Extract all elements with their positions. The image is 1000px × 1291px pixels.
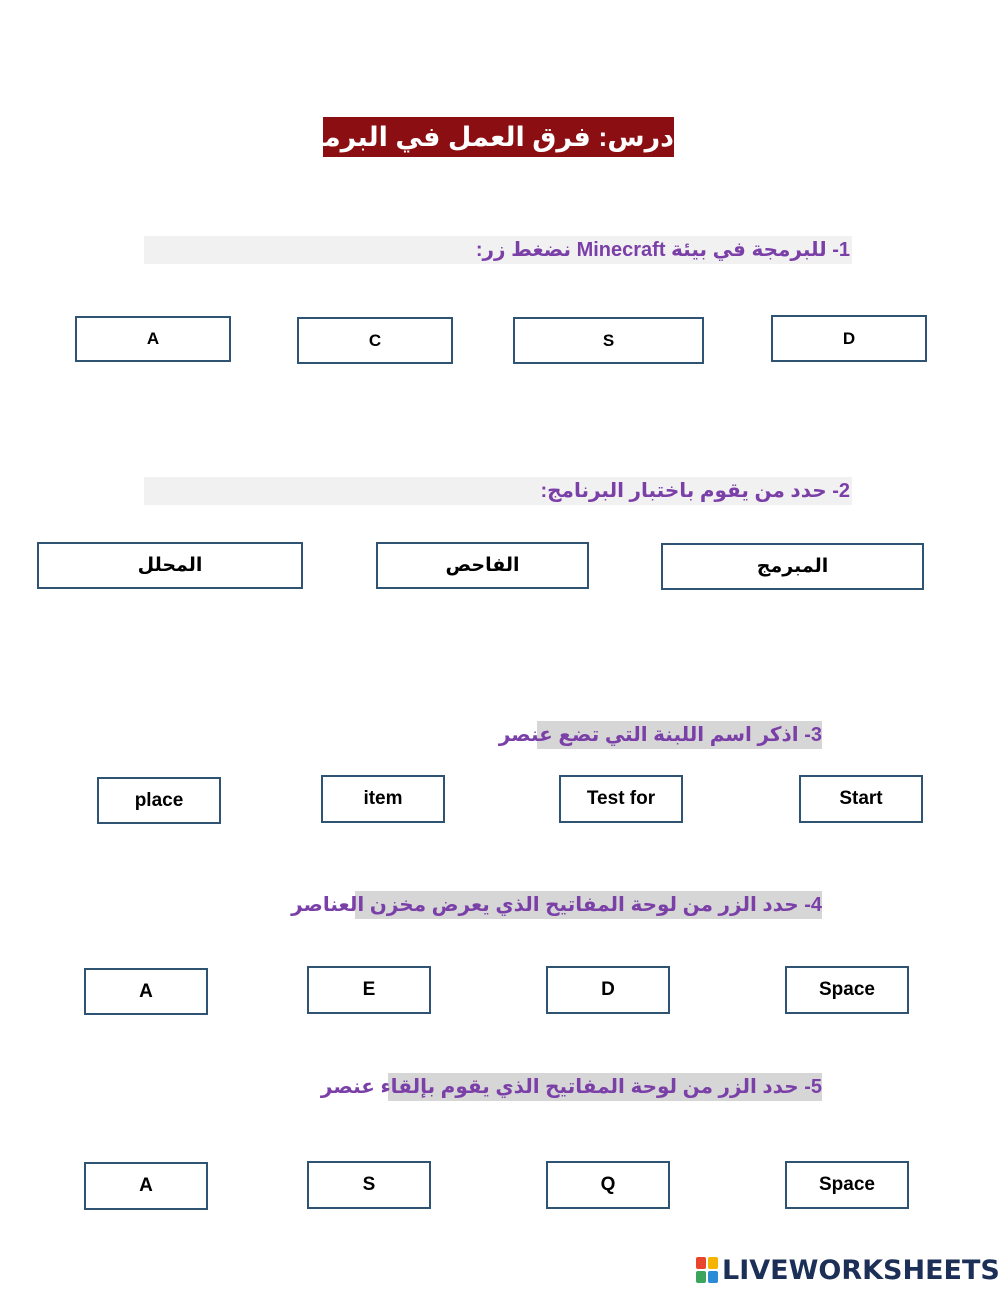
liveworksheets-logo (696, 1255, 1000, 1285)
question-5-prompt: 5- حدد الزر من لوحة المفاتيح الذي يقوم بإلقاء عنصر (320, 1076, 822, 1098)
worksheet-title: درس: فرق العمل في البرمة (3) (323, 117, 674, 157)
q5-option-s[interactable]: S (307, 1161, 431, 1209)
q3-option-test-for[interactable]: Test for (559, 775, 683, 823)
q5-option-a[interactable]: A (84, 1162, 208, 1210)
q5-option-q[interactable]: Q (546, 1161, 670, 1209)
q3-option-place[interactable]: place (97, 777, 221, 824)
q1-option-a[interactable]: A (75, 316, 231, 362)
q3-option-start[interactable]: Start (799, 775, 923, 823)
question-2-prompt: 2- حدد من يقوم باختبار البرنامج: (540, 480, 850, 502)
q5-option-space[interactable]: Space (785, 1161, 909, 1209)
q4-option-a[interactable]: A (84, 968, 208, 1015)
question-1-prompt: 1- للبرمجة في بيئة Minecraft نضغط زر: (475, 239, 850, 261)
q1-option-c[interactable]: C (297, 317, 453, 364)
q4-option-e[interactable]: E (307, 966, 431, 1014)
q1-option-d[interactable]: D (771, 315, 927, 362)
question-4-prompt: 4- حدد الزر من لوحة المفاتيح الذي يعرض مخزن العناصر (291, 894, 822, 916)
q3-option-item[interactable]: item (321, 775, 445, 823)
liveworksheets-logo-text: LIVEWORKSHEETS (722, 1254, 1000, 1286)
q1-option-s[interactable]: S (513, 317, 704, 364)
question-3-prompt: 3- اذكر اسم اللبنة التي تضع عنصر (498, 724, 822, 746)
q2-option-programmer[interactable]: المبرمج (661, 543, 924, 590)
q2-option-tester[interactable]: الفاحص (376, 542, 589, 589)
q4-option-d[interactable]: D (546, 966, 670, 1014)
q4-option-space[interactable]: Space (785, 966, 909, 1014)
liveworksheets-logo-icon (696, 1257, 718, 1283)
q2-option-analyst[interactable]: المحلل (37, 542, 303, 589)
